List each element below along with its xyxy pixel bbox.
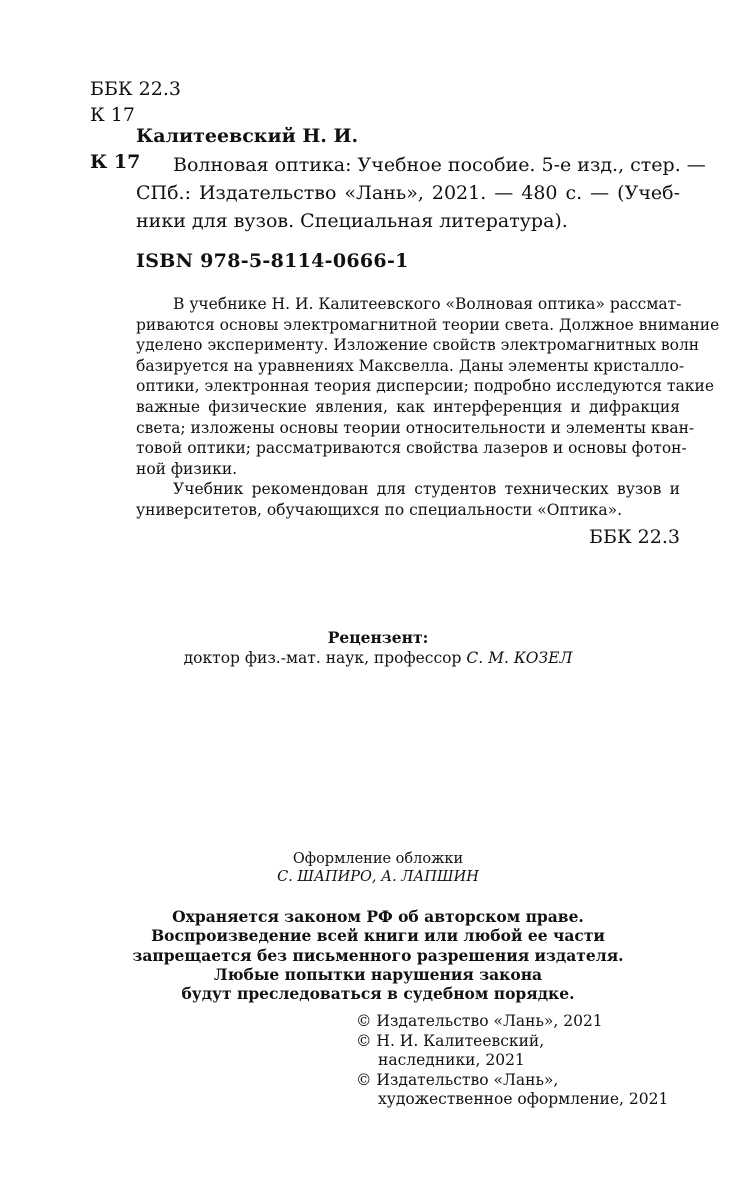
copyright-line: наследники, 2021: [378, 1051, 525, 1070]
copyright-line: художественное оформление, 2021: [378, 1090, 669, 1109]
reviewer-name: С. М. КОЗЕЛ: [466, 649, 573, 667]
annotation-line: университетов, обучающихся по специальности «Оптика».: [136, 500, 623, 519]
annotation-line: света; изложены основы теории относительности и элементы кван-: [136, 418, 695, 437]
annotation: [136, 294, 720, 521]
annotation-line: риваются основы электромагнитной теории света. Должное внимание: [136, 315, 720, 334]
annotation-line: базируется на уравнениях Максвелла. Даны элементы кристалло-: [136, 356, 685, 375]
reviewer: [0, 649, 756, 667]
copyright-line: © Издательство «Лань», 2021: [356, 1012, 603, 1030]
biblio-line: ники для вузов. Специальная литература).: [136, 210, 568, 232]
annotation-line: важные физические явления, как интерференция и дифракция: [136, 397, 680, 416]
notice-line: Воспроизведение всей книги или любой ее части: [151, 926, 605, 946]
notice-line: запрещается без письменного разрешения издателя.: [132, 945, 624, 965]
bbk-header: [90, 76, 181, 128]
copyrights: [356, 1012, 668, 1110]
annotation-line: товой оптики; рассматриваются свойства лазеров и основы фотон-: [136, 439, 687, 458]
biblio-line: Волновая оптика: Учебное пособие. 5-е изд., стер. —: [173, 154, 706, 176]
annotation-line: Учебник рекомендован для студентов технических вузов и: [173, 480, 680, 499]
reviewer-label: Рецензент:: [327, 628, 429, 647]
cover-design-names: С. ШАПИРО, А. ЛАПШИН: [277, 869, 479, 885]
reviewer-title: доктор физ.-мат. наук, профессор: [183, 649, 462, 667]
copyright-notice: [0, 907, 756, 1003]
notice-line: Охраняется законом РФ об авторском праве.: [172, 907, 584, 926]
isbn: ISBN 978-5-8114-0666-1: [136, 250, 409, 272]
notice-line: будут преследоваться в судебном порядке.: [181, 984, 575, 1004]
copyright-line: © Н. И. Калитеевский,: [356, 1031, 545, 1050]
biblio-line: СПб.: Издательство «Лань», 2021. — 480 с. — (Учеб-: [136, 182, 680, 204]
annotation-line: В учебнике Н. И. Калитеевского «Волновая оптика» рассмат-: [173, 295, 682, 313]
notice-line: Любые попытки нарушения закона: [213, 964, 543, 984]
annotation-line: оптики, электронная теория дисперсии; подробно исследуются такие: [136, 377, 714, 396]
author-mark: К 17: [90, 151, 141, 173]
cover-design-label: Оформление обложки: [292, 851, 464, 867]
annotation-line: уделено эксперименту. Изложение свойств электромагнитных волн: [136, 336, 700, 355]
copyright-line: © Издательство «Лань»,: [356, 1070, 559, 1089]
bibliographic-description: [136, 151, 706, 235]
bbk-index-top: ББК 22.3: [90, 78, 181, 100]
author-mark-top: К 17: [90, 104, 135, 126]
bbk-index-bottom: ББК 22.3: [589, 526, 680, 548]
annotation-line: ной физики.: [136, 459, 238, 478]
author-name: Калитеевский Н. И.: [136, 125, 359, 147]
